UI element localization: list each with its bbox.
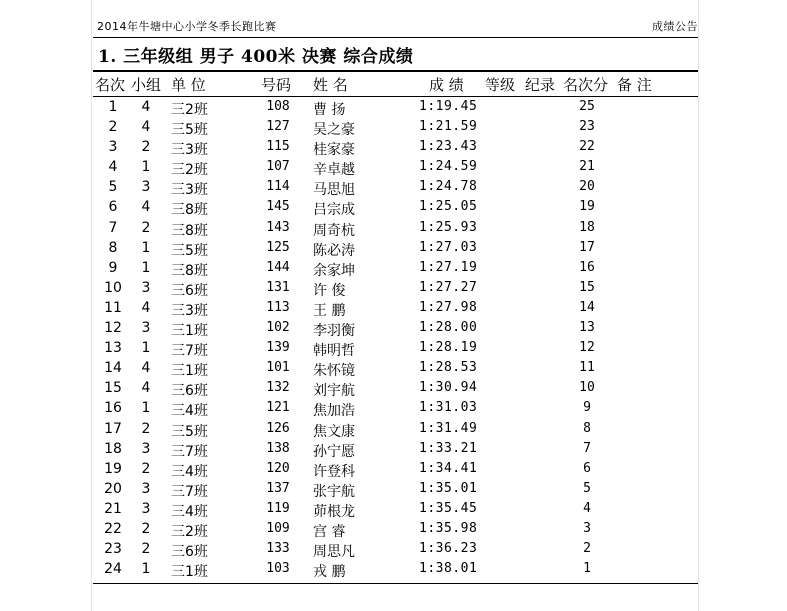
bib-number-cell: 131 xyxy=(266,279,290,295)
table-row xyxy=(93,379,698,399)
points-cell: 15 xyxy=(579,279,595,295)
table-bottom-rule xyxy=(93,583,698,584)
unit-cell: 三4班 xyxy=(171,503,208,520)
col-rank: 名次 xyxy=(95,76,126,94)
table-row xyxy=(93,339,698,359)
points-cell: 7 xyxy=(583,440,591,456)
rank-cell: 2 xyxy=(108,119,118,136)
bib-number-cell: 126 xyxy=(266,420,290,436)
unit-cell: 三2班 xyxy=(171,162,208,179)
points-cell: 19 xyxy=(579,199,595,215)
bib-number-cell: 133 xyxy=(266,541,290,557)
bib-number-cell: 125 xyxy=(266,239,290,255)
athlete-name-cell: 王 鹏 xyxy=(313,302,346,319)
col-name: 姓 名 xyxy=(313,76,348,94)
group-cell: 4 xyxy=(141,360,151,377)
bib-number-cell: 102 xyxy=(266,320,290,336)
points-cell: 22 xyxy=(579,139,595,155)
athlete-name-cell: 韩明哲 xyxy=(313,343,355,360)
table-row xyxy=(93,118,698,138)
time-cell: 1:31.03 xyxy=(419,400,478,416)
athlete-name-cell: 宫 睿 xyxy=(313,523,346,540)
unit-cell: 三3班 xyxy=(171,142,208,159)
group-cell: 4 xyxy=(141,199,151,216)
unit-cell: 三4班 xyxy=(171,403,208,420)
time-cell: 1:34.41 xyxy=(419,460,478,476)
rank-cell: 17 xyxy=(104,420,122,437)
bib-number-cell: 103 xyxy=(266,561,290,577)
athlete-name-cell: 吕宗成 xyxy=(313,202,355,219)
event-name: 2014年牛塘中心小学冬季长跑比赛 xyxy=(97,20,277,33)
table-row xyxy=(93,219,698,239)
points-cell: 5 xyxy=(583,480,591,496)
bib-number-cell: 143 xyxy=(266,219,290,235)
bib-number-cell: 120 xyxy=(266,460,290,476)
table-header-rule xyxy=(93,96,698,97)
bib-number-cell: 138 xyxy=(266,440,290,456)
time-cell: 1:33.21 xyxy=(419,440,478,456)
rank-cell: 9 xyxy=(108,259,118,276)
group-cell: 4 xyxy=(141,299,151,316)
athlete-name-cell: 辛卓越 xyxy=(313,162,355,179)
group-cell: 1 xyxy=(141,561,151,578)
rank-cell: 20 xyxy=(104,480,122,497)
table-row xyxy=(93,560,698,580)
group-cell: 4 xyxy=(141,380,151,397)
athlete-name-cell: 周思凡 xyxy=(313,544,355,561)
unit-cell: 三2班 xyxy=(171,523,208,540)
table-row xyxy=(93,440,698,460)
athlete-name-cell: 陈必涛 xyxy=(313,242,355,259)
group-cell: 3 xyxy=(141,279,151,296)
athlete-name-cell: 刘宇航 xyxy=(313,383,355,400)
points-cell: 10 xyxy=(579,380,595,396)
group-cell: 3 xyxy=(141,500,151,517)
time-cell: 1:35.45 xyxy=(419,500,478,516)
section-label: 成绩公告 xyxy=(652,20,698,33)
group-cell: 2 xyxy=(141,139,151,156)
athlete-name-cell: 李羽衡 xyxy=(313,323,355,340)
unit-cell: 三3班 xyxy=(171,182,208,199)
table-row xyxy=(93,279,698,299)
bib-number-cell: 113 xyxy=(266,299,290,315)
table-row xyxy=(93,198,698,218)
group-cell: 3 xyxy=(141,179,151,196)
time-cell: 1:24.78 xyxy=(419,179,478,195)
table-row xyxy=(93,158,698,178)
time-cell: 1:27.27 xyxy=(419,279,478,295)
group-cell: 1 xyxy=(141,239,151,256)
rank-cell: 15 xyxy=(104,380,122,397)
time-cell: 1:30.94 xyxy=(419,380,478,396)
group-cell: 1 xyxy=(141,259,151,276)
time-cell: 1:28.19 xyxy=(419,340,478,356)
bib-number-cell: 107 xyxy=(266,159,290,175)
time-cell: 1:28.53 xyxy=(419,360,478,376)
time-cell: 1:27.03 xyxy=(419,239,478,255)
time-cell: 1:28.00 xyxy=(419,320,478,336)
points-cell: 8 xyxy=(583,420,591,436)
rank-cell: 11 xyxy=(104,299,122,316)
col-record: 纪录 xyxy=(525,76,556,94)
group-cell: 2 xyxy=(141,541,151,558)
time-cell: 1:31.49 xyxy=(419,420,478,436)
unit-cell: 三5班 xyxy=(171,242,208,259)
rank-cell: 10 xyxy=(104,279,122,296)
group-cell: 2 xyxy=(141,420,151,437)
table-row xyxy=(93,460,698,480)
time-cell: 1:38.01 xyxy=(419,561,478,577)
results-title: 1. 三年级组 男子 400米 决赛 综合成绩 xyxy=(98,47,414,67)
unit-cell: 三6班 xyxy=(171,544,208,561)
points-cell: 9 xyxy=(583,400,591,416)
bib-number-cell: 108 xyxy=(266,99,290,114)
points-cell: 12 xyxy=(579,340,595,356)
table-row xyxy=(93,399,698,419)
group-cell: 3 xyxy=(141,440,151,457)
points-cell: 1 xyxy=(583,561,591,577)
points-cell: 2 xyxy=(583,541,591,557)
table-row xyxy=(93,319,698,339)
table-row xyxy=(93,359,698,379)
group-cell: 3 xyxy=(141,320,151,337)
points-cell: 21 xyxy=(579,159,595,175)
rank-cell: 18 xyxy=(104,440,122,457)
unit-cell: 三1班 xyxy=(171,363,208,380)
col-number: 号码 xyxy=(261,76,292,94)
bib-number-cell: 119 xyxy=(266,500,290,516)
bib-number-cell: 137 xyxy=(266,480,290,496)
points-cell: 20 xyxy=(579,179,595,195)
points-cell: 18 xyxy=(579,219,595,235)
table-header xyxy=(93,74,698,96)
rank-cell: 23 xyxy=(104,541,122,558)
bib-number-cell: 114 xyxy=(266,179,290,195)
unit-cell: 三2班 xyxy=(171,102,208,118)
points-cell: 23 xyxy=(579,119,595,135)
time-cell: 1:36.23 xyxy=(419,541,478,557)
athlete-name-cell: 曹 扬 xyxy=(313,102,346,118)
table-row xyxy=(93,420,698,440)
bib-number-cell: 115 xyxy=(266,139,290,155)
table-row xyxy=(93,138,698,158)
bib-number-cell: 109 xyxy=(266,520,290,536)
unit-cell: 三1班 xyxy=(171,323,208,340)
bib-number-cell: 127 xyxy=(266,119,290,135)
group-cell: 2 xyxy=(141,460,151,477)
unit-cell: 三5班 xyxy=(171,423,208,440)
athlete-name-cell: 桂家豪 xyxy=(313,142,355,159)
time-cell: 1:35.01 xyxy=(419,480,478,496)
points-cell: 17 xyxy=(579,239,595,255)
table-row xyxy=(93,299,698,319)
table-row xyxy=(93,480,698,500)
athlete-name-cell: 张宇航 xyxy=(313,483,355,500)
unit-cell: 三8班 xyxy=(171,262,208,279)
group-cell: 4 xyxy=(141,99,151,115)
athlete-name-cell: 孙宁愿 xyxy=(313,443,355,460)
points-cell: 25 xyxy=(579,99,595,114)
unit-cell: 三6班 xyxy=(171,282,208,299)
table-row xyxy=(93,520,698,540)
unit-cell: 三5班 xyxy=(171,122,208,139)
group-cell: 1 xyxy=(141,159,151,176)
time-cell: 1:27.19 xyxy=(419,259,478,275)
col-grade: 等级 xyxy=(485,76,516,94)
col-points: 名次分 xyxy=(563,76,609,94)
time-cell: 1:21.59 xyxy=(419,119,478,135)
athlete-name-cell: 焦加浩 xyxy=(313,403,355,420)
unit-cell: 三1班 xyxy=(171,564,208,581)
unit-cell: 三3班 xyxy=(171,302,208,319)
athlete-name-cell: 朱怀镜 xyxy=(313,363,355,380)
table-row xyxy=(93,98,698,118)
points-cell: 3 xyxy=(583,520,591,536)
table-row xyxy=(93,259,698,279)
points-cell: 11 xyxy=(579,360,595,376)
time-cell: 1:25.05 xyxy=(419,199,478,215)
time-cell: 1:35.98 xyxy=(419,520,478,536)
page-header xyxy=(93,14,698,36)
time-cell: 1:23.43 xyxy=(419,139,478,155)
table-row xyxy=(93,178,698,198)
bib-number-cell: 144 xyxy=(266,259,290,275)
athlete-name-cell: 周奇杭 xyxy=(313,222,355,239)
athlete-name-cell: 茆根龙 xyxy=(313,503,355,520)
athlete-name-cell: 余家坤 xyxy=(313,262,355,279)
rank-cell: 5 xyxy=(108,179,118,196)
rank-cell: 14 xyxy=(104,360,122,377)
athlete-name-cell: 戎 鹏 xyxy=(313,564,346,581)
table-row xyxy=(93,239,698,259)
rank-cell: 8 xyxy=(108,239,118,256)
athlete-name-cell: 焦文康 xyxy=(313,423,355,440)
table-top-rule xyxy=(93,70,698,72)
unit-cell: 三7班 xyxy=(171,483,208,500)
unit-cell: 三6班 xyxy=(171,383,208,400)
col-unit: 单 位 xyxy=(171,76,206,94)
rank-cell: 1 xyxy=(108,99,118,115)
rank-cell: 4 xyxy=(108,159,118,176)
unit-cell: 三4班 xyxy=(171,463,208,480)
points-cell: 14 xyxy=(579,299,595,315)
time-cell: 1:27.98 xyxy=(419,299,478,315)
rank-cell: 3 xyxy=(108,139,118,156)
points-cell: 13 xyxy=(579,320,595,336)
rank-cell: 24 xyxy=(104,561,122,578)
points-cell: 16 xyxy=(579,259,595,275)
rank-cell: 12 xyxy=(104,320,122,337)
unit-cell: 三8班 xyxy=(171,222,208,239)
table-row xyxy=(93,500,698,520)
athlete-name-cell: 许 俊 xyxy=(313,282,346,299)
col-time: 成 绩 xyxy=(429,76,464,94)
time-cell: 1:19.45 xyxy=(419,99,478,114)
rank-cell: 21 xyxy=(104,500,122,517)
time-cell: 1:25.93 xyxy=(419,219,478,235)
athlete-name-cell: 马思旭 xyxy=(313,182,355,199)
col-remark: 备 注 xyxy=(617,76,652,94)
group-cell: 1 xyxy=(141,340,151,357)
group-cell: 2 xyxy=(141,219,151,236)
unit-cell: 三7班 xyxy=(171,343,208,360)
group-cell: 1 xyxy=(141,400,151,417)
bib-number-cell: 145 xyxy=(266,199,290,215)
results-table-body xyxy=(93,98,698,580)
rank-cell: 19 xyxy=(104,460,122,477)
table-row xyxy=(93,540,698,560)
rank-cell: 16 xyxy=(104,400,122,417)
unit-cell: 三8班 xyxy=(171,202,208,219)
group-cell: 4 xyxy=(141,119,151,136)
col-group: 小组 xyxy=(131,76,162,94)
time-cell: 1:24.59 xyxy=(419,159,478,175)
bib-number-cell: 121 xyxy=(266,400,290,416)
points-cell: 6 xyxy=(583,460,591,476)
bib-number-cell: 139 xyxy=(266,340,290,356)
header-divider xyxy=(93,37,698,38)
group-cell: 3 xyxy=(141,480,151,497)
group-cell: 2 xyxy=(141,520,151,537)
rank-cell: 6 xyxy=(108,199,118,216)
points-cell: 4 xyxy=(583,500,591,516)
rank-cell: 22 xyxy=(104,520,122,537)
unit-cell: 三7班 xyxy=(171,443,208,460)
athlete-name-cell: 许登科 xyxy=(313,463,355,480)
bib-number-cell: 101 xyxy=(266,360,290,376)
bib-number-cell: 132 xyxy=(266,380,290,396)
rank-cell: 7 xyxy=(108,219,118,236)
athlete-name-cell: 吴之豪 xyxy=(313,122,355,139)
rank-cell: 13 xyxy=(104,340,122,357)
